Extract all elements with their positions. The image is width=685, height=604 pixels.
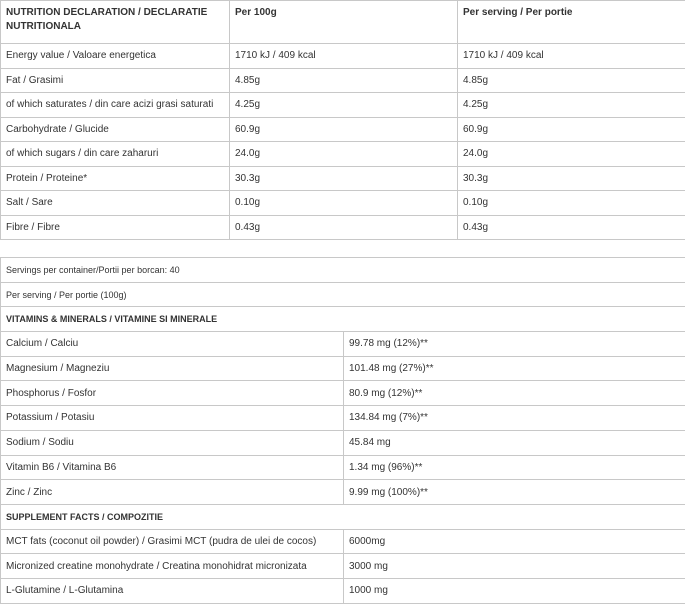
vitamin-value: 101.48 mg (27%)** xyxy=(344,356,685,381)
supplement-label: Micronized creatine monohydrate / Creatina monohidrat micronizata xyxy=(1,554,344,579)
vitamins-header-row xyxy=(1,307,685,332)
table-row xyxy=(1,529,685,554)
nutrient-label: Energy value / Valoare energetica xyxy=(1,44,230,69)
table-row xyxy=(1,578,685,603)
nutrient-per100: 1710 kJ / 409 kcal xyxy=(230,44,458,69)
vitamin-label: Zinc / Zinc xyxy=(1,480,344,505)
supplement-value: 1000 mg xyxy=(344,578,685,603)
nutrient-per100: 30.3g xyxy=(230,166,458,191)
nutrition-header-serving: Per serving / Per portie xyxy=(458,1,685,44)
nutrient-serving: 60.9g xyxy=(458,117,685,142)
table-row xyxy=(1,68,685,93)
table-row xyxy=(1,480,685,505)
table-row xyxy=(1,44,685,69)
vitamin-label: Sodium / Sodiu xyxy=(1,430,344,455)
nutrient-serving: 4.85g xyxy=(458,68,685,93)
supplements-header-row xyxy=(1,504,685,529)
vitamin-value: 9.99 mg (100%)** xyxy=(344,480,685,505)
nutrient-per100: 4.85g xyxy=(230,68,458,93)
vitamin-label: Calcium / Calciu xyxy=(1,332,344,357)
vitamin-label: Phosphorus / Fosfor xyxy=(1,381,344,406)
table-row xyxy=(1,166,685,191)
supplements-header: SUPPLEMENT FACTS / COMPOZITIE xyxy=(1,504,685,529)
per-serving-info: Per serving / Per portie (100g) xyxy=(1,282,685,307)
vitamin-label: Magnesium / Magneziu xyxy=(1,356,344,381)
per-serving-row xyxy=(1,282,685,307)
table-row xyxy=(1,117,685,142)
table-row xyxy=(1,430,685,455)
vitamin-value: 99.78 mg (12%)** xyxy=(344,332,685,357)
table-row xyxy=(1,215,685,240)
supplement-value: 6000mg xyxy=(344,529,685,554)
vitamin-label: Vitamin B6 / Vitamina B6 xyxy=(1,455,344,480)
table-row xyxy=(1,332,685,357)
composition-table xyxy=(0,257,685,604)
nutrient-per100: 4.25g xyxy=(230,93,458,118)
nutrient-per100: 0.43g xyxy=(230,215,458,240)
table-row xyxy=(1,381,685,406)
nutrient-per100: 24.0g xyxy=(230,142,458,167)
vitamin-value: 45.84 mg xyxy=(344,430,685,455)
table-row xyxy=(1,93,685,118)
servings-per-container: Servings per container/Portii per borcan: 40 xyxy=(1,258,685,283)
table-row xyxy=(1,356,685,381)
vitamin-label: Potassium / Potasiu xyxy=(1,406,344,431)
nutrition-header-label: NUTRITION DECLARATION / DECLARATIE NUTRITIONALA xyxy=(1,1,230,44)
nutrient-label: Protein / Proteine* xyxy=(1,166,230,191)
vitamin-value: 1.34 mg (96%)** xyxy=(344,455,685,480)
nutrient-serving: 1710 kJ / 409 kcal xyxy=(458,44,685,69)
nutrient-per100: 60.9g xyxy=(230,117,458,142)
nutrition-header-per100: Per 100g xyxy=(230,1,458,44)
nutrient-label: Salt / Sare xyxy=(1,191,230,216)
nutrient-per100: 0.10g xyxy=(230,191,458,216)
nutrient-serving: 0.10g xyxy=(458,191,685,216)
nutrition-header-row xyxy=(1,1,685,44)
supplement-label: MCT fats (coconut oil powder) / Grasimi MCT (pudra de ulei de cocos) xyxy=(1,529,344,554)
nutrient-serving: 30.3g xyxy=(458,166,685,191)
table-row xyxy=(1,554,685,579)
table-row xyxy=(1,455,685,480)
nutrient-label: of which sugars / din care zaharuri xyxy=(1,142,230,167)
nutrient-label: Carbohydrate / Glucide xyxy=(1,117,230,142)
nutrition-table xyxy=(0,0,685,240)
vitamin-value: 80.9 mg (12%)** xyxy=(344,381,685,406)
nutrient-label: Fibre / Fibre xyxy=(1,215,230,240)
nutrient-serving: 4.25g xyxy=(458,93,685,118)
table-row xyxy=(1,406,685,431)
table-row xyxy=(1,142,685,167)
supplement-value: 3000 mg xyxy=(344,554,685,579)
nutrient-serving: 24.0g xyxy=(458,142,685,167)
table-row xyxy=(1,191,685,216)
vitamins-header: VITAMINS & MINERALS / VITAMINE SI MINERALE xyxy=(1,307,685,332)
nutrient-label: Fat / Grasimi xyxy=(1,68,230,93)
servings-per-container-row xyxy=(1,258,685,283)
supplement-label: L-Glutamine / L-Glutamina xyxy=(1,578,344,603)
vitamin-value: 134.84 mg (7%)** xyxy=(344,406,685,431)
nutrient-label: of which saturates / din care acizi grasi saturati xyxy=(1,93,230,118)
nutrient-serving: 0.43g xyxy=(458,215,685,240)
